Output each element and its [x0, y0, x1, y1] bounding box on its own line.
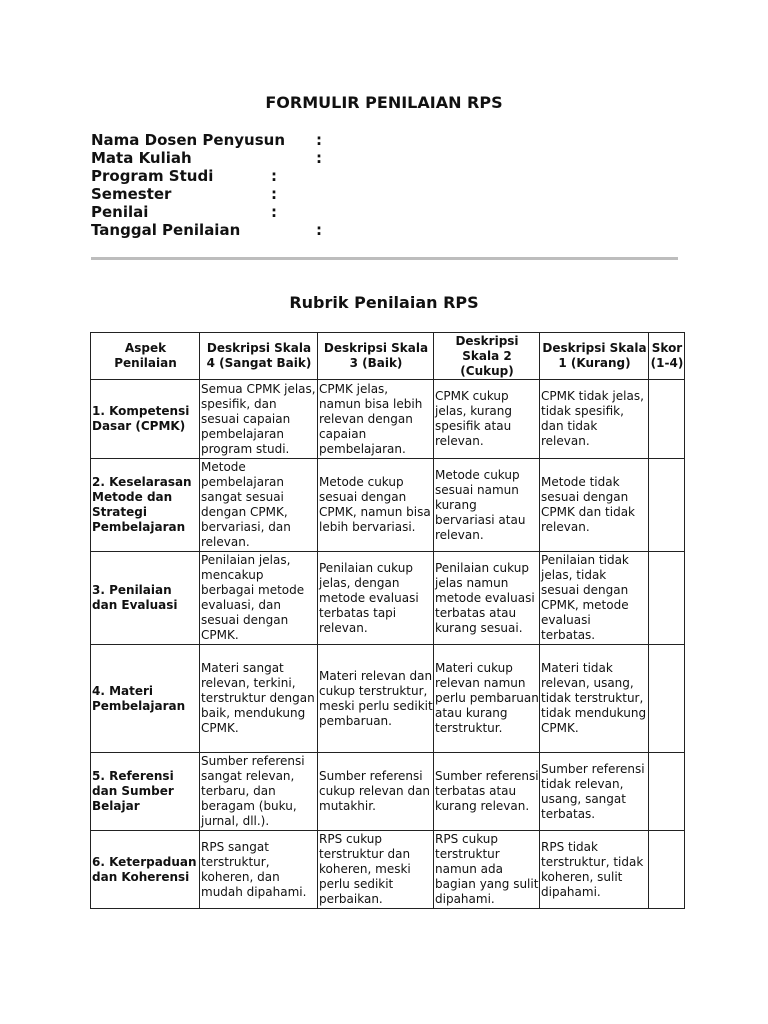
- table-header-row: [91, 333, 685, 380]
- aspect-cell: 3. Penilaian dan Evaluasi: [91, 552, 200, 645]
- scale-4-cell: Materi sangat relevan, terkini, terstruktur dengan baik, mendukung CPMK.: [200, 645, 318, 753]
- scale-3-cell: CPMK jelas, namun bisa lebih relevan dengan capaian pembelajaran.: [318, 380, 434, 459]
- aspect-cell: 4. Materi Pembelajaran: [91, 645, 200, 753]
- field-separator: :: [271, 203, 277, 221]
- table-row: [91, 380, 685, 459]
- scale-3-cell: Sumber referensi cukup relevan dan mutakhir.: [318, 753, 434, 831]
- scale-3-cell: Metode cukup sesuai dengan CPMK, namun bisa lebih bervariasi.: [318, 459, 434, 552]
- field-separator: :: [316, 221, 322, 239]
- scale-1-cell: RPS tidak terstruktur, tidak koheren, sulit dipahami.: [540, 831, 649, 909]
- form-title: FORMULIR PENILAIAN RPS: [265, 93, 503, 112]
- field-label: Program Studi: [91, 167, 214, 185]
- scale-4-cell: RPS sangat terstruktur, koheren, dan mudah dipahami.: [200, 831, 318, 909]
- field-label: Tanggal Penilaian: [91, 221, 241, 239]
- scale-4-cell: Sumber referensi sangat relevan, terbaru, dan beragam (buku, jurnal, dll.).: [200, 753, 318, 831]
- score-cell[interactable]: [649, 380, 685, 459]
- scale-1-cell: Metode tidak sesuai dengan CPMK dan tidak relevan.: [540, 459, 649, 552]
- header-skala-4: Deskripsi Skala 4 (Sangat Baik): [200, 333, 318, 380]
- scale-1-cell: CPMK tidak jelas, tidak spesifik, dan tidak relevan.: [540, 380, 649, 459]
- table-row: [91, 831, 685, 909]
- scale-2-cell: Penilaian cukup jelas namun metode evaluasi terbatas atau kurang sesuai.: [434, 552, 540, 645]
- field-separator: :: [316, 131, 322, 149]
- scale-4-cell: Semua CPMK jelas, spesifik, dan sesuai capaian pembelajaran program studi.: [200, 380, 318, 459]
- scale-2-cell: CPMK cukup jelas, kurang spesifik atau relevan.: [434, 380, 540, 459]
- scale-1-cell: Sumber referensi tidak relevan, usang, sangat terbatas.: [540, 753, 649, 831]
- aspect-cell: 1. Kompetensi Dasar (CPMK): [91, 380, 200, 459]
- scale-2-cell: Metode cukup sesuai namun kurang bervariasi atau relevan.: [434, 459, 540, 552]
- field-label: Penilai: [91, 203, 149, 221]
- score-cell[interactable]: [649, 552, 685, 645]
- aspect-cell: 6. Keterpaduan dan Koherensi: [91, 831, 200, 909]
- scale-4-cell: Penilaian jelas, mencakup berbagai metode evaluasi, dan sesuai dengan CPMK.: [200, 552, 318, 645]
- scale-4-cell: Metode pembelajaran sangat sesuai dengan CPMK, bervariasi, dan relevan.: [200, 459, 318, 552]
- scale-2-cell: RPS cukup terstruktur namun ada bagian yang sulit dipahami.: [434, 831, 540, 909]
- score-cell[interactable]: [649, 645, 685, 753]
- scale-1-cell: Penilaian tidak jelas, tidak sesuai dengan CPMK, metode evaluasi terbatas.: [540, 552, 649, 645]
- score-cell[interactable]: [649, 753, 685, 831]
- field-label: Semester: [91, 185, 172, 203]
- field-label: Nama Dosen Penyusun: [91, 131, 285, 149]
- header-skala-3: Deskripsi Skala 3 (Baik): [318, 333, 434, 380]
- table-row: [91, 645, 685, 753]
- field-separator: :: [271, 185, 277, 203]
- table-row: [91, 753, 685, 831]
- score-cell[interactable]: [649, 459, 685, 552]
- field-separator: :: [271, 167, 277, 185]
- table-row: [91, 459, 685, 552]
- scale-2-cell: Materi cukup relevan namun perlu pembaruan atau kurang terstruktur.: [434, 645, 540, 753]
- field-separator: :: [316, 149, 322, 167]
- aspect-cell: 5. Referensi dan Sumber Belajar: [91, 753, 200, 831]
- header-skala-2: Deskripsi Skala 2 (Cukup): [434, 333, 540, 380]
- scale-1-cell: Materi tidak relevan, usang, tidak terstruktur, tidak mendukung CPMK.: [540, 645, 649, 753]
- score-cell[interactable]: [649, 831, 685, 909]
- table-row: [91, 552, 685, 645]
- scale-2-cell: Sumber referensi terbatas atau kurang relevan.: [434, 753, 540, 831]
- scale-3-cell: RPS cukup terstruktur dan koheren, meski perlu sedikit perbaikan.: [318, 831, 434, 909]
- scale-3-cell: Penilaian cukup jelas, dengan metode evaluasi terbatas tapi relevan.: [318, 552, 434, 645]
- field-label: Mata Kuliah: [91, 149, 192, 167]
- rubric-table: [90, 332, 685, 909]
- header-skala-1: Deskripsi Skala 1 (Kurang): [540, 333, 649, 380]
- aspect-cell: 2. Keselarasan Metode dan Strategi Pembelajaran: [91, 459, 200, 552]
- scale-3-cell: Materi relevan dan cukup terstruktur, meski perlu sedikit pembaruan.: [318, 645, 434, 753]
- rubric-title: Rubrik Penilaian RPS: [289, 293, 479, 312]
- header-aspek: Aspek Penilaian: [91, 333, 200, 380]
- divider: [91, 257, 678, 260]
- header-skor: Skor (1-4): [649, 333, 685, 380]
